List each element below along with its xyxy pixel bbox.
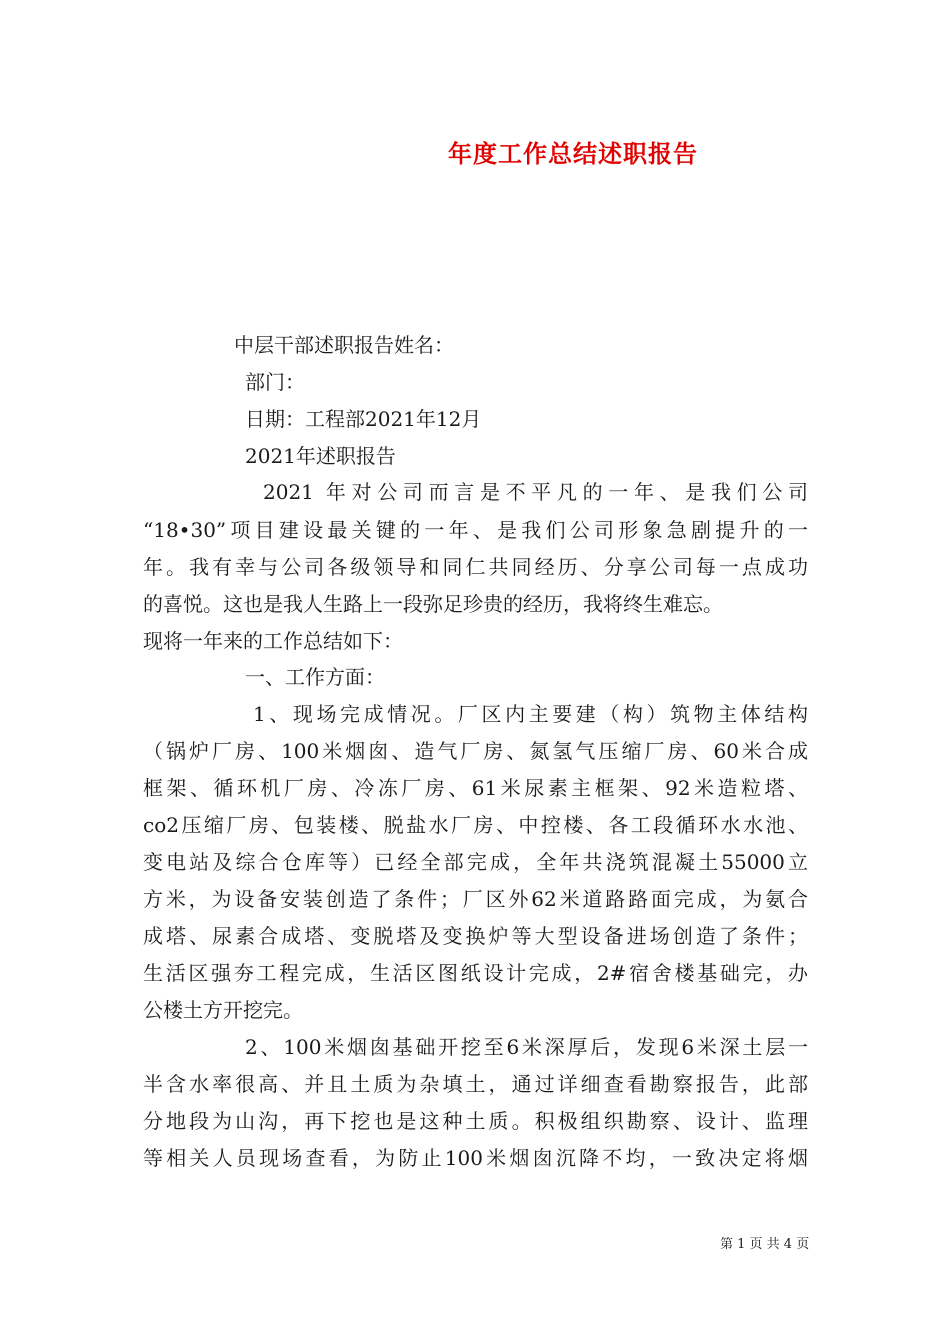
para1-line: 成塔、尿素合成塔、变脱塔及变换炉等大型设备进场创造了条件； <box>143 924 808 948</box>
para2-line: 分地段为山沟，再下挖也是这种土质。积极组织勘察、设计、监理 <box>143 1109 808 1133</box>
document-title: 年度工作总结述职报告 <box>448 139 698 168</box>
report-title-line: 2021年述职报告 <box>245 444 396 468</box>
para1-line: 框架、循环机厂房、冷冻厂房、61米尿素主框架、92米造粒塔、 <box>143 776 808 800</box>
intro-line: 2021 年对公司而言是不平凡的一年、是我们公司 <box>263 480 808 504</box>
name-line: 中层干部述职报告姓名： <box>234 333 454 357</box>
para2-line: 2、100米烟囱基础开挖至6米深厚后，发现6米深土层一 <box>245 1035 808 1059</box>
para1-line: co2压缩厂房、包装楼、脱盐水厂房、中控楼、各工段循环水水池、 <box>143 813 808 837</box>
para1-line: 公楼土方开挖完。 <box>143 998 303 1022</box>
date-line: 日期：工程部2021年12月 <box>245 407 482 431</box>
section-heading: 一、工作方面： <box>245 665 385 689</box>
para1-line: 生活区强夯工程完成，生活区图纸设计完成，2#宿舍楼基础完，办 <box>143 961 808 985</box>
department-line: 部门： <box>245 370 305 394</box>
page-footer: 第 1 页 共 4 页 <box>720 1237 810 1252</box>
para1-line: 方米，为设备安装创造了条件；厂区外62米道路路面完成，为氨合 <box>143 887 808 911</box>
intro-line: 的喜悦。这也是我人生路上一段弥足珍贵的经历，我将终生难忘。 <box>143 592 723 616</box>
para1-line: 1、现场完成情况。厂区内主要建（构）筑物主体结构 <box>253 702 808 726</box>
para1-line: 变电站及综合仓库等）已经全部完成，全年共浇筑混凝土55000立 <box>143 850 808 874</box>
para1-line: （锅炉厂房、100米烟囱、造气厂房、氮氢气压缩厂房、60米合成 <box>143 739 808 763</box>
intro-line: 现将一年来的工作总结如下： <box>143 629 403 653</box>
intro-line: 年。我有幸与公司各级领导和同仁共同经历、分享公司每一点成功 <box>143 555 808 579</box>
intro-line: “18•30”项目建设最关键的一年、是我们公司形象急剧提升的一 <box>143 518 808 542</box>
para2-line: 等相关人员现场查看，为防止100米烟囱沉降不均，一致决定将烟 <box>143 1146 808 1170</box>
para2-line: 半含水率很高、并且土质为杂填土，通过详细查看勘察报告，此部 <box>143 1072 808 1096</box>
